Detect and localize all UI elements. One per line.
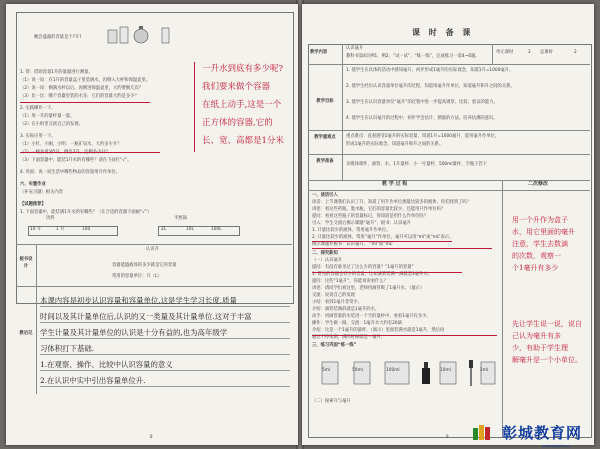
step-line: 一、谈话引入 [312,193,338,198]
list-item: （1）小红、小刚、小明：一瓶矿泉水，大约多少升？ [20,142,122,147]
red-note-line: 先让学生说一说，说自 [512,320,582,328]
divider [502,180,503,436]
row-label: 教学内容 [310,50,328,55]
reflection-label: 教后记 [19,331,33,336]
handwriting-line: 学生计量及其计量单位的认识是十分有益的,也为高年级学 [40,328,228,337]
red-note-line: 我们要来做个容器 [202,82,271,92]
beaker-label: 10ml [440,368,451,373]
option-value: 10 升 [30,227,42,232]
left-page [6,4,298,445]
total-label: 总课时 [540,50,553,55]
red-note-line: 少，有助于学生理 [512,344,568,352]
step-line: 动手：用滴管量的水装进一个空的量杯中，看看1毫升有多少。 [312,314,431,319]
beaker-label: 2ml [480,368,489,373]
key-line: 重点难点：直观感受1毫升的实际容量，知道1升=1000毫升，能用毫升作单位， [346,134,500,139]
rule [40,386,290,387]
key-label: 教学重难点 [314,135,336,140]
beaker-label: 100ml [386,368,400,373]
rule [40,354,290,355]
list-item: （2）在小组里交流自己的发现。 [20,122,83,127]
rule [40,338,290,339]
page-title: 课 时 备 课 [412,28,474,37]
beaker-label: 50ml [352,368,363,373]
divider [16,286,292,287]
step-line: 揭示课题并板书：认识毫升。 “ml”或“mL” [312,242,394,247]
list-item: 4. 巩固：说一说生活中哪些物品的容量用升作单位。 [20,170,120,175]
goal-item: 2. 使学生经历认识容量单位毫升的过程，知道用毫升作单位，知道毫升和升之间的关系。 [346,84,515,89]
step-line: 三、练习巩固“练一练” [312,343,357,348]
list-item: （2）说一说：倒满水杯以后，再倒进保温壶里，大约要倒几次？ [20,86,144,91]
page-number: 8 [150,434,153,439]
red-note-line: 水，用它里面的毫升 [512,228,575,236]
red-bracket [194,62,195,152]
watermark-text: 彰城教育网 [501,424,582,442]
top-caption: 晚会盛器的容量是个?升? [34,35,82,40]
list-item: 六、布置作业 [20,182,46,187]
step-line: 谈话：上节课我们认识了升，知道了用升作单位测量比较多的液体，你们找到了吗？ [312,200,471,205]
option-value: 2L [161,227,167,232]
option-value: 10L [186,227,194,232]
divider [308,154,590,155]
beaker-icon [106,22,176,44]
step-line: （一）认识毫升 [312,258,343,263]
step-line: 引入：学生交流后揭示课题“毫升”，板书：认识毫升 [312,221,411,226]
red-underline [312,335,497,336]
goal-item: 1. 使学生在具体的活动中感知毫升，初步形成1毫升的实际观念，知道1升=1000毫升。 [346,68,514,73]
red-underline [312,272,462,273]
step-line: 2. 计量比较少的液体，常用“毫升”作单位，毫升可以用“ml”或“mL”表示。 [312,235,454,240]
step-line: 介绍：滴管装满的就是1毫升的水。 [312,307,380,312]
divider [308,64,590,65]
red-note-line: 的次数，观察一 [512,252,561,260]
handwriting-line: 习体积打下基础. [40,344,95,353]
list-item: （3）下面容器中，能装1升水的有哪些？请在下面打“√”。 [20,158,132,163]
blackboard-label: 板书设计 [19,257,33,269]
red-note-line: 长、宽、高都是1分米 [202,136,284,146]
option-value: 100L [211,227,222,232]
goal-item: 3. 使学生在认识容量单位“毫升”的过程中进一步提高观察、比较、验证的能力。 [346,100,498,105]
list-item: （补充习题）相关内容 [20,190,63,195]
divider [308,190,590,191]
red-note-line: 解毫升是一个小单位。 [512,356,582,364]
watermark-url: www.zcjyedu.cn [541,444,570,448]
unit-value: 2 [528,50,531,55]
revise-label: 二次修改 [528,181,549,187]
right-page [302,4,594,445]
divider [492,44,493,64]
step-line: 讲述：请同学们看这里，老师用滴管吸了1毫升水，（演示） [312,286,425,291]
option-box [28,226,118,236]
blackboard-line: 容器能盛液体的多少就是它的容量 [112,263,177,268]
option-value: 100 [82,227,91,232]
dropper-icon [464,358,478,388]
beaker-label: 5ml [322,368,331,373]
option-label: 饮料 [46,216,55,221]
list-item: 3. 实际应用一下。 [20,134,56,139]
list-item: 【试题推荐】 [20,202,46,207]
red-note-line: 注意，学生去数滴 [512,240,568,248]
divider [36,244,37,394]
option-box [158,226,240,236]
rule [40,306,290,307]
option-value: 1 升 [56,227,65,232]
list-item: 1. 下面容器中，能装满1升水的有哪些？（在合适的容器下面画“√”） [20,210,152,215]
red-note-line: 一升水到底有多少呢? [202,64,284,74]
red-note-line: 用一个升作为盒子 [512,216,568,224]
red-underline [20,152,160,153]
list-item: （1）用一升的量杯量一量。 [20,114,75,119]
red-underline [312,241,452,242]
goals-label: 教学目标 [316,99,334,104]
list-item: （2）一桶食用油5升，倒出2升，还剩多少升？ [20,150,110,155]
step-line: 二、探究新知 [312,251,338,256]
red-note-line: 个1毫升有多少 [512,264,559,272]
key-line: 形成1毫升的实际观念，知道毫升和升之间的关系。 [346,142,444,147]
bottle-icon [418,358,434,388]
process-label: 教 学 过 程 [382,181,408,187]
step-line: 介绍：这是一个1毫升的量杯，（演示）里面装满水就是1毫升，然后再 [312,328,445,333]
step-line: （二）探索升与毫升 [312,399,351,404]
handwriting-line: 本课内容是初步认识容量和容量单位,这是学生学习长度,质量 [40,296,237,305]
page-number: 9 [446,434,449,439]
list-item: 2. 实践操作一下。 [20,106,56,111]
divider [308,130,590,131]
step-line: 1. 常见的容器也有少的容量，比如滴管装满一滴就是1毫升水。 [312,272,432,277]
unit-label: 单元课时 [496,50,514,55]
step-line: 通过不停地倒，满的时候就是一毫升。 [312,335,386,340]
option-label: 平底锅 [174,216,187,221]
total-value: 2 [574,50,577,55]
step-line: 讲述：看这些药瓶、墨水瓶，它们的容量比较少，还能用升作单位吗？ [312,207,446,212]
handwriting-line: 时间以及其计量单位后,认识的又一类量及其计量单位.这对于丰富 [40,312,252,321]
lesson-content-detail: 教科书第4页例1、例2，“试一试”、“练一练”，完成练习一第4~6题。 [346,54,480,59]
red-note-line: 己认为毫升有多 [512,332,561,340]
list-item: （1）说一说：在1升的容量盒子里装满水，再倒入大杯和保温壶里。 [20,78,151,83]
step-line: 提问：看看这些瓶子的容量标记，你知道是用什么作单位吗？ [312,214,429,219]
step-line: 提问：有没有谁见过了这么少的容量？“1毫升的容量” [312,265,414,270]
rule [40,322,290,323]
red-note-line: 在纸上动手,这是一个 [202,100,282,110]
red-underline [312,248,492,249]
rule [40,370,290,371]
step-line: 小结：看到1毫升非常少。 [312,300,362,305]
lesson-content: 认识毫升 [346,46,364,51]
book-logo-icon [472,424,494,442]
blackboard-title: 认识升 [146,247,159,252]
list-item: 1. 常：借助容量1升的量器进行测量。 [20,70,93,75]
goal-item: 4. 使学生在认识毫升的过程中，初步学会估计、测量的方法，培养估测的意识。 [346,116,498,121]
beaker-row [314,354,500,394]
handwriting-line: 1.在观察、操作、比较中认识容量的意义 [40,360,173,369]
red-note-line: 正方体的容器,它的 [202,118,273,128]
red-underline [20,102,150,103]
step-line: 交流：说说自己的发现 [312,293,355,298]
handwriting-line: 2.在认识中实中引出容量单位升. [40,376,146,385]
divider [16,244,292,245]
step-line: 操作：学生做一做，交流：1毫升水大约有20滴 [312,321,402,326]
prep-label: 教学准备 [316,159,334,164]
step-line: 提问：这些“1毫升”，你能说说看什么？ [312,279,388,284]
prep-content: 多媒体课件、滴管、水、1升量杯、小一号量杯、500ml量杯、空瓶子若干 [346,162,487,167]
blackboard-line: 常用的容量单位：升（L） [112,274,162,279]
step-line: 1. 计量比较少的液体，常用毫升作单位。 [312,228,391,233]
list-item: （3）比一比：哪个容器里装的水多，它们的容量大约是多少？ [20,94,139,99]
